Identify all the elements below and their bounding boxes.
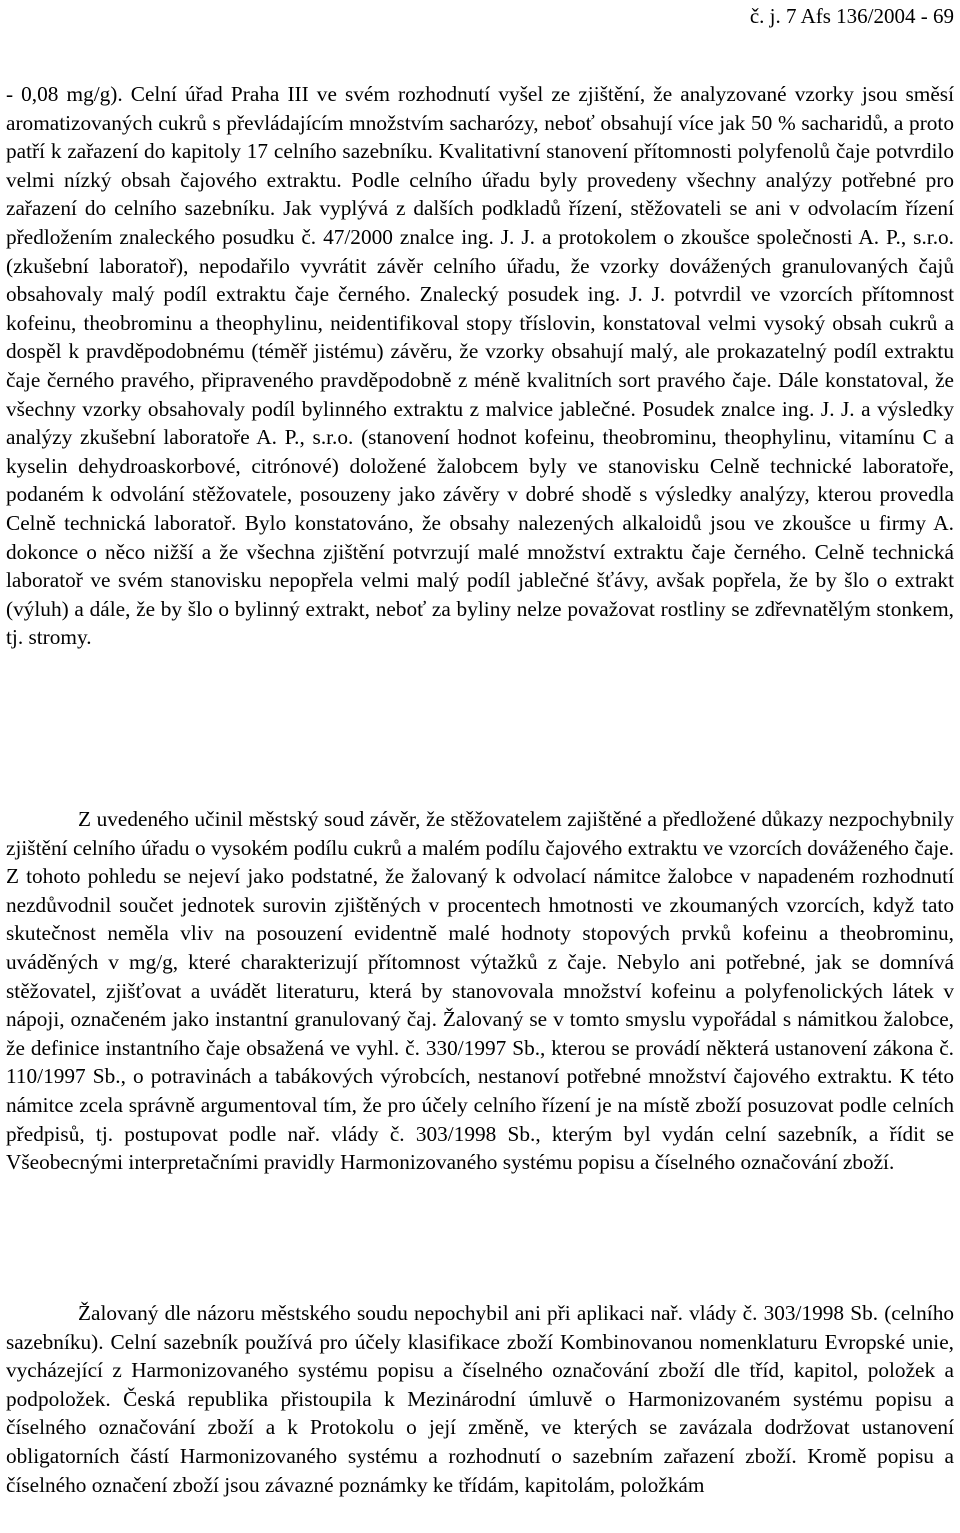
- case-reference-header: č. j. 7 Afs 136/2004 - 69: [749, 4, 954, 28]
- paragraph-tariff-application: Žalovaný dle názoru městského soudu nepochybil ani při aplikaci nař. vlády č. 303/1998 Sb. (celního sazebníku). Celní sazebník používá pro účely klasifikace zboží Kombinovanou nomenklaturu Evropské unie, vycházející z Harmonizovaného systému popisu a číselného označování zboží dle tříd, kapitol, položek a podpoložek. Česká republika přistoupila k Mezinárodní úmluvě o Harmonizovaném systému popisu a číselného označování zboží a k Protokolu o její změně, ve kterých se zavázala dodržovat ustanovení obligatorních částí Harmonizovaného systému a rozhodnutí o sazebním zařazení zboží. Kromě popisu a číselného označení zboží jsou závazné poznámky ke třídám, kapitolám, položkám: [6, 1301, 954, 1497]
- paragraph-lab-findings: - 0,08 mg/g). Celní úřad Praha III ve svém rozhodnutí vyšel ze zjištění, že analyzované vzorky jsou směsí aromatizovaných cukrů s převládajícím množstvím sacharózy, neboť obsahují více jak 50 % sacharidů, a proto patří k zařazení do kapitoly 17 celního sazebníku. Kvalitativní stanovení přítomnosti polyfenolů čaje potvrdilo velmi nízký obsah čajového extraktu. Podle celního úřadu byly provedeny všechny analýzy potřebné pro zařazení do celního sazebníku. Jak vyplývá z dalších podkladů řízení, stěžovateli se ani v odvolacím řízení předložením znaleckého posudku č. 47/2000 znalce ing. J. J. a protokolem o zkoušce společnosti A. P., s.r.o. (zkušební laboratoř), nepodařilo vyvrátit závěr celního úřadu, že vzorky dovážených granulovaných čajů obsahovaly malý podíl extraktu čaje černého. Znalecký posudek ing. J. J. potvrdil ve vzorcích přítomnost kofeinu, theobrominu a theophylinu, neidentifikoval stopy tříslovin, konstatoval velmi vysoký obsah cukrů a dospěl k pravděpodobnému (téměř jistému) závěru, že vzorky obsahují malý, ale prokazatelný podíl extraktu čaje černého pravého, připraveného pravděpodobně z méně kvalitních sort pravého čaje. Dále konstatoval, že všechny vzorky obsahovaly podíl bylinného extraktu z malvice jablečné. Posudek znalce ing. J. J. a výsledky analýzy zkušební laboratoře A. P., s.r.o. (stanovení hodnot kofeinu, theobrominu, theophylinu, vitamínu C a kyselin dehydroaskorbové, citrónové) doložené žalobcem byly ve stanovisku Celně technické laboratoře, podaném k odvolání stěžovatele, posouzeny jako závěry v dobré shodě s výsledky analýzy, kterou provedla Celně technická laboratoř. Bylo konstatováno, že obsahy nalezených alkaloidů jsou ve zkoušce u firmy A. dokonce o něco nižší a že všechna zjištění potvrzují malé množství extraktu čaje černého. Celně technická laboratoř ve svém stanovisku nepopřela velmi malý podíl jablečné šťávy, avšak popřela, že by šlo o extrakt (výluh) a dále, že by šlo o bylinný extrakt, neboť za byliny nelze považovat rostliny se zdřevnatělým stonkem, tj. stromy.: [6, 82, 954, 650]
- paragraph-court-conclusion: Z uvedeného učinil městský soud závěr, že stěžovatelem zajištěné a předložené důkazy nezpochybnily zjištění celního úřadu o vysokém podílu cukrů a malém podílu čajového extraktu ve vzorcích dováženého čaje. Z tohoto pohledu se nejeví jako podstatné, že žalovaný k odvolací námitce žalobce v napadeném rozhodnutí nezdůvodnil součet jednotek surovin zjištěných v procentech hmotnosti ve zkoumaných vzorcích, když tato skutečnost neměla vliv na posouzení evidentně malé hodnoty stopových prvků kofeinu a theobrominu, uváděných v mg/g, které charakterizují přítomnost výtažků z čaje. Nebylo ani potřebné, jak se domnívá stěžovatel, zjišťovat a uvádět literaturu, která by stanovovala množství kofeinu a polyfenolických látek v nápoji, označeném jako instantní granulovaný čaj. Žalovaný se v tomto smyslu vypořádal s námitkou žalobce, že definice instantního čaje obsažená ve vyhl. č. 330/1997 Sb., kterou se provádí některá ustanovení zákona č. 110/1997 Sb., o potravinách a tabákových výrobcích, nestanoví potřebné množství čajového extraktu. K této námitce zcela správně argumentoval tím, že pro účely celního řízení je na místě zboží posuzovat podle celních předpisů, tj. postupovat podle nař. vlády č. 303/1998 Sb., kterým byl vydán celní sazebník, a řídit se Všeobecnými interpretačními pravidly Harmonizovaného systému popisu a číselného označování zboží.: [6, 807, 954, 1175]
